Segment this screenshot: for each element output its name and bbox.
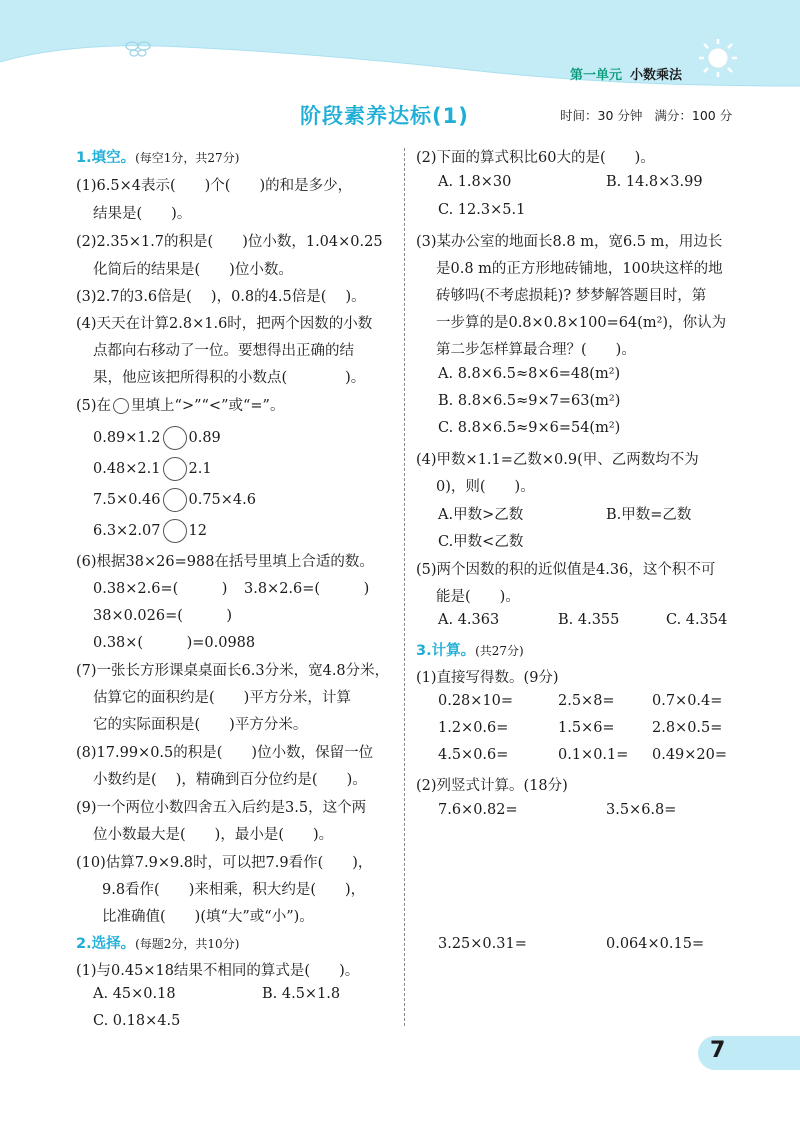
direct-calc-9: 0.49×20= xyxy=(652,747,728,763)
unit-topic: 小数乘法 xyxy=(630,68,683,83)
section-2-heading: 2.选择。 xyxy=(76,936,136,952)
section-2-note: (每题2分，共10分) xyxy=(135,937,240,951)
s3-q1-line: (1)直接写得数。(9分) xyxy=(416,670,559,686)
section-1-note: (每空1分，共27分) xyxy=(135,151,240,165)
s2-q3-option-c: C. 8.8×6.5≈9×6=54(m²) xyxy=(438,420,621,436)
section-3-heading: 3.计算。 xyxy=(416,643,476,659)
q4-line3: 果，他应该把所得积的小数点( )。 xyxy=(93,370,366,386)
s2-q5-option-b: B. 4.355 xyxy=(558,612,620,628)
q10-line3: 比准确值( )(填“大”或“小”)。 xyxy=(102,909,314,925)
s2-q1-option-a: A. 45×0.18 xyxy=(93,986,176,1002)
vertical-calc-3: 3.25×0.31= xyxy=(438,936,527,952)
direct-calc-2: 2.5×8= xyxy=(558,693,615,709)
vertical-calc-2: 3.5×6.8= xyxy=(606,802,677,818)
q7-line1: (7)一张长方形课桌桌面长6.3分米，宽4.8分米， xyxy=(76,663,390,679)
s2-q4-line1: (4)甲数×1.1=乙数×0.9(甲、乙两数均不为 xyxy=(416,452,699,468)
time-score-info xyxy=(560,106,732,124)
s2-q4-option-a: A.甲数>乙数 xyxy=(438,507,524,523)
section-2-header xyxy=(76,932,239,953)
s2-q5-line2: 能是( )。 xyxy=(436,589,520,605)
q9-line1: (9)一个两位小数四舍五入后约是3.5，这个两 xyxy=(76,800,367,816)
compare-left: 7.5×0.46 xyxy=(93,492,161,508)
q1-line2: 结果是( )。 xyxy=(93,206,192,222)
direct-calc-7: 4.5×0.6= xyxy=(438,747,509,763)
q2-line1: (2)2.35×1.7的积是( )位小数，1.04×0.25 xyxy=(76,234,383,250)
q6-c: 38×0.026=( ) xyxy=(93,608,233,624)
compare-left: 6.3×2.07 xyxy=(93,523,161,539)
s2-q5-option-c: C. 4.354 xyxy=(666,612,728,628)
s2-q2-option-a: A. 1.8×30 xyxy=(438,174,512,190)
compare-circle-1[interactable] xyxy=(163,426,187,450)
direct-calc-6: 2.8×0.5= xyxy=(652,720,723,736)
page-title: 阶段素养达标(1) xyxy=(300,104,469,128)
section-1-heading: 1.填空。 xyxy=(76,150,136,166)
s2-q2-option-b: B. 14.8×3.99 xyxy=(606,174,703,190)
s2-q3-line3: 砖够吗(不考虑损耗)? 梦梦解答题目时，第 xyxy=(436,288,707,304)
s2-q2-option-c: C. 12.3×5.1 xyxy=(438,202,526,218)
compare-circle-2[interactable] xyxy=(163,457,187,481)
q4-line2: 点都向右移动了一位。要想得出正确的结 xyxy=(93,343,354,359)
s2-q5-line1: (5)两个因数的积的近似值是4.36，这个积不可 xyxy=(416,562,716,578)
compare-row-2 xyxy=(93,457,212,481)
q6-a: 0.38×2.6=( ) xyxy=(93,581,228,597)
section-1-header xyxy=(76,146,239,167)
compare-row-4 xyxy=(93,519,207,543)
s2-q1-option-c: C. 0.18×4.5 xyxy=(93,1013,181,1029)
s3-q2-line: (2)列竖式计算。(18分) xyxy=(416,778,568,794)
q3-line: (3)2.7的3.6倍是( )，0.8的4.5倍是( )。 xyxy=(76,289,366,305)
full-score: 满分：100 分 xyxy=(654,108,733,123)
compare-left: 0.48×2.1 xyxy=(93,461,161,477)
unit-number: 第一单元 xyxy=(570,68,623,83)
s2-q3-line2: 是0.8 m的正方形地砖铺地，100块这样的地 xyxy=(436,261,723,277)
time-limit: 时间：30 分钟 xyxy=(560,108,643,123)
s2-q1-option-b: B. 4.5×1.8 xyxy=(262,986,341,1002)
column-divider xyxy=(404,148,405,1026)
unit-label xyxy=(570,64,682,83)
compare-right: 0.75×4.6 xyxy=(188,492,256,508)
s2-q3-line4: 一步算的是0.8×0.8×100=64(m²)，你认为 xyxy=(436,315,727,331)
q5-prefix: (5)在 xyxy=(76,398,112,414)
s2-q3-option-a: A. 8.8×6.5≈8×6=48(m²) xyxy=(438,366,621,382)
compare-circle-4[interactable] xyxy=(163,519,187,543)
s2-q3-line1: (3)某办公室的地面长8.8 m，宽6.5 m，用边长 xyxy=(416,234,723,250)
compare-left: 0.89×1.2 xyxy=(93,430,161,446)
q10-line1: (10)估算7.9×9.8时，可以把7.9看作( )， xyxy=(76,855,373,871)
s2-q4-option-c: C.甲数<乙数 xyxy=(438,534,524,550)
section-3-header xyxy=(416,639,524,660)
s2-q3-option-b: B. 8.8×6.5≈9×7=63(m²) xyxy=(438,393,621,409)
direct-calc-5: 1.5×6= xyxy=(558,720,615,736)
q6-d: 0.38×( )=0.0988 xyxy=(93,635,256,651)
compare-right: 12 xyxy=(188,523,207,539)
q6-b: 3.8×2.6=( ) xyxy=(244,581,370,597)
q4-line1: (4)天天在计算2.8×1.6时，把两个因数的小数 xyxy=(76,316,373,332)
s2-q5-option-a: A. 4.363 xyxy=(438,612,500,628)
direct-calc-4: 1.2×0.6= xyxy=(438,720,509,736)
answer-circle[interactable] xyxy=(113,398,129,414)
vertical-calc-1: 7.6×0.82= xyxy=(438,802,518,818)
q5-line xyxy=(76,394,284,415)
s2-q2-line: (2)下面的算式积比60大的是( )。 xyxy=(416,150,655,166)
compare-right: 0.89 xyxy=(188,430,221,446)
compare-circle-3[interactable] xyxy=(163,488,187,512)
q5-suffix: 里填上“>”“<”或“=”。 xyxy=(131,398,285,414)
q8-line2: 小数约是( )，精确到百分位约是( )。 xyxy=(93,772,367,788)
s2-q4-option-b: B.甲数=乙数 xyxy=(606,507,692,523)
q8-line1: (8)17.99×0.5的积是( )位小数，保留一位 xyxy=(76,745,374,761)
s2-q4-line2: 0)，则( )。 xyxy=(436,479,535,495)
vertical-calc-4: 0.064×0.15= xyxy=(606,936,705,952)
q2-line2: 化简后的结果是( )位小数。 xyxy=(93,262,293,278)
page-number: 7 xyxy=(710,1038,726,1063)
q1-line1: (1)6.5×4表示( )个( )的和是多少， xyxy=(76,178,353,194)
q6-line: (6)根据38×26=988在括号里填上合适的数。 xyxy=(76,554,374,570)
q9-line2: 位小数最大是( )，最小是( )。 xyxy=(93,827,334,843)
q7-line2: 估算它的面积约是( )平方分米，计算 xyxy=(93,690,351,706)
direct-calc-1: 0.28×10= xyxy=(438,693,514,709)
section-3-note: (共27分) xyxy=(475,644,524,658)
header-wave-band xyxy=(0,0,800,100)
q10-line2: 9.8看作( )来相乘，积大约是( )， xyxy=(102,882,366,898)
s2-q1-line: (1)与0.45×18结果不相同的算式是( )。 xyxy=(76,963,360,979)
compare-row-1 xyxy=(93,426,221,450)
direct-calc-3: 0.7×0.4= xyxy=(652,693,723,709)
s2-q3-line5: 第二步怎样算最合理？( )。 xyxy=(436,342,636,358)
q7-line3: 它的实际面积是( )平方分米。 xyxy=(93,717,308,733)
compare-row-3 xyxy=(93,488,256,512)
direct-calc-8: 0.1×0.1= xyxy=(558,747,629,763)
compare-right: 2.1 xyxy=(188,461,212,477)
